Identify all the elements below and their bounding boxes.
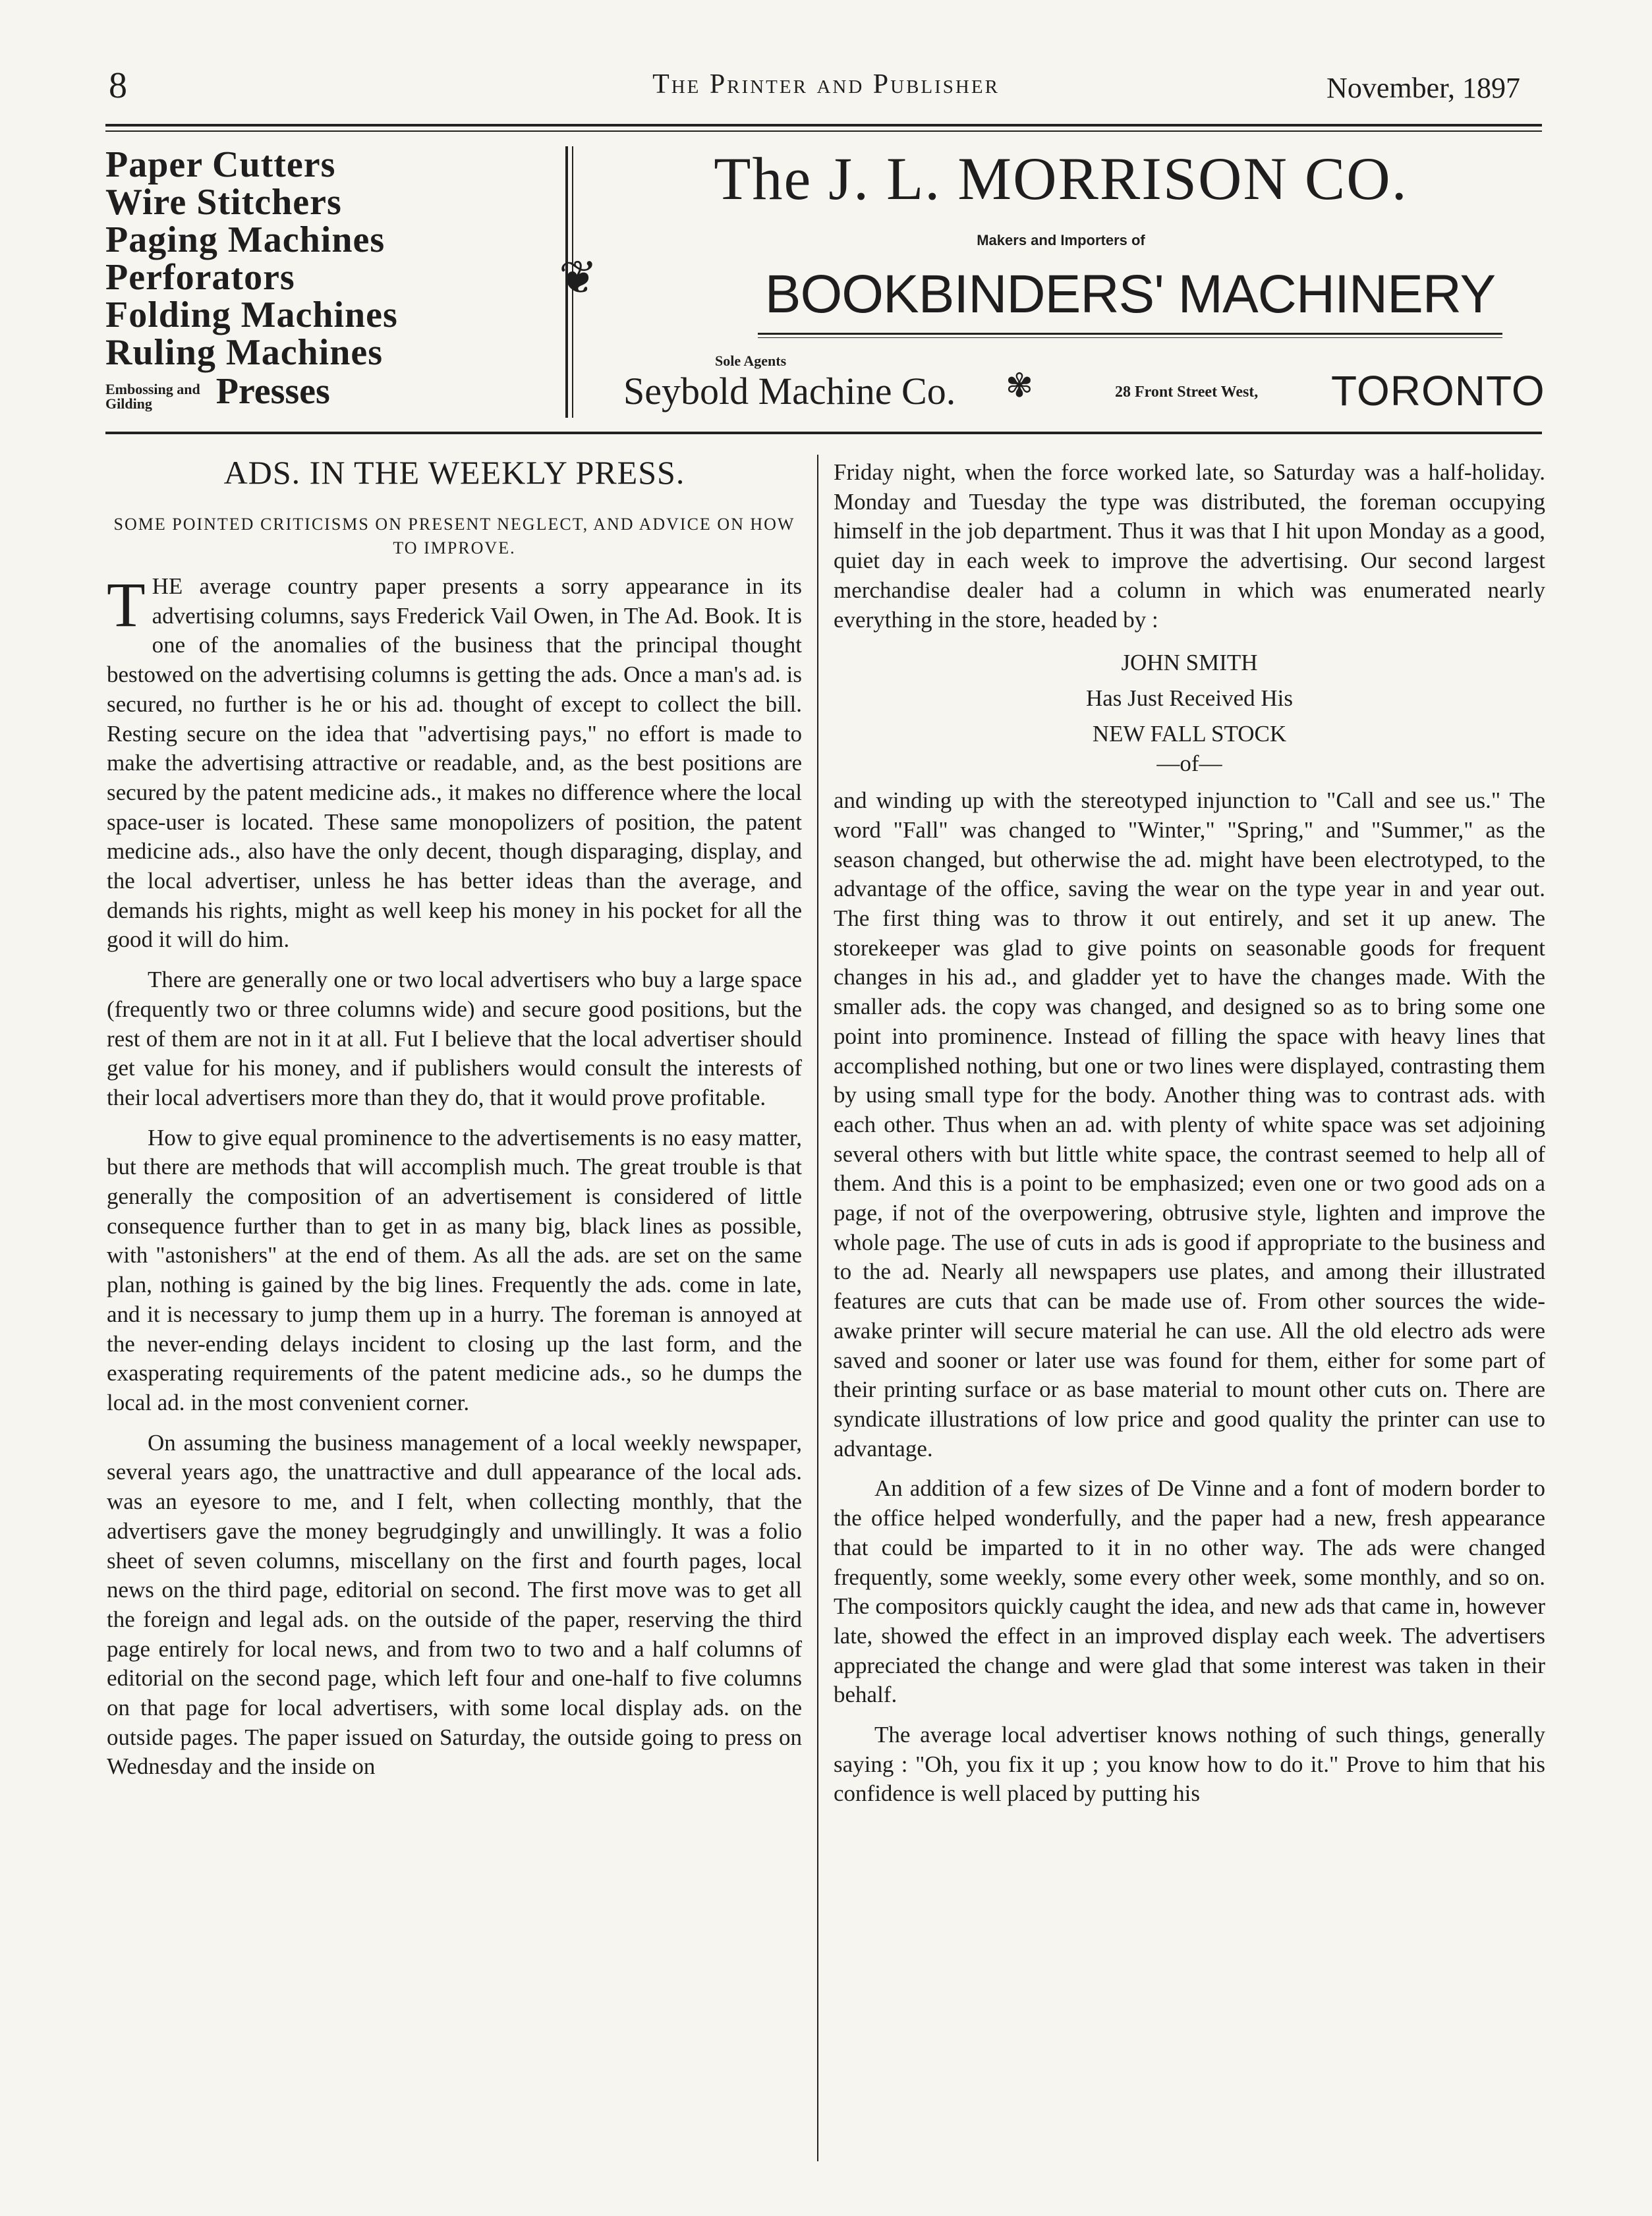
company-city: TORONTO	[1331, 367, 1545, 414]
product-item: Folding Machines	[105, 295, 398, 335]
paragraph: An addition of a few sizes of De Vinne and a font of modern border to the office helped wonderfully, and the paper had a new, fresh appearance that could be imparted to it in no other way. The ads were changed frequently, some weekly, some every other week, some monthly, and so on. The compositors quickly caught the idea, and new ads that came in, however late, showed the effect in an improved display each week. The advertisers appreciated the change and were glad that some interest was taken in their behalf.	[834, 1475, 1545, 1708]
ad-inner-rule	[758, 333, 1502, 335]
product-item: Ruling Machines	[105, 332, 384, 373]
paragraph: Friday night, when the force worked late, so Saturday was a half-holiday. Monday and Tuesday the type was distributed, the foreman occupying himself in the job department. Thus it was that I hit upon Monday as a good, quiet day in each week to improve the advertising. Our second largest merchandise dealer had a column in which was enumerated nearly everything in the store, headed by :	[834, 459, 1545, 633]
presses-label: Presses	[215, 371, 330, 412]
paragraph-text: HE average country paper presents a sorry appearance in its advertising columns, says Frederick Vail Owen, in The Ad. Book. It is one of the anomalies of the business that the principal thought bestowed on the advertising columns is getting the ads. Once a man's ad. is secured, no further is he or his ad. thought of except to collect the bill. Resting secure on the idea that "advertising pays," no effort is made to make the advertising attractive or readable, and, as the best positions are secured by the patent medicine ads., it makes no difference where the local space-user is located. These same monopolizers of position, the patent medicine ads., also have the only decent, though disparaging, display, and the local advertiser, unless he has better ideas than the average, and demands his rights, might as well keep his money in his pocket for all the good it will do him.	[107, 573, 802, 953]
paragraph: How to give equal prominence to the advertisements is no easy matter, but there are methods that will accomplish much. The great trouble is that generally the composition of an advertisement is considered of little consequence further than to get in as many big, black lines as possible, with "astonishers" at the end of them. As all the ads. are set on the same plan, nothing is gained by the big lines. Frequently the ads. come in late, and it is necessary to jump them up in a hurry. The foreman is annoyed at the never-ending delays incident to closing up the last form, and the exasperating requirements of the patent medicine ads., so he dumps the local ad. in the most convenient corner.	[107, 1124, 802, 1415]
sample-ad-line: —of—	[1156, 751, 1222, 777]
product-item: Paging Machines	[105, 219, 385, 260]
presses-prefix	[105, 382, 200, 411]
product-item: Wire Stitchers	[105, 182, 342, 223]
paragraph: On assuming the business management of a local weekly newspaper, several years ago, the unattractive and dull appearance of the local ads. was an eyesore to me, and I felt, when collecting monthly, that the advertisers gave the money begrudgingly and unwillingly. It was a folio sheet of seven columns, miscellany on the first and fourth pages, local news on the third page, editorial on second. The first move was to get all the foreign and legal ads. on the outside of the paper, reserving the third page entirely for local news, and from two to two and a half columns of editorial on the second page, which left four and one-half to five columns on that page for local advertisers, with some local display ads. on the outside pages. The paper issued on Saturday, the outside going to press on Wednesday and the inside on	[107, 1429, 802, 1780]
presses-line	[105, 372, 554, 411]
ad-bottom-rule	[105, 432, 1542, 434]
ad-inner-rule	[758, 337, 1502, 338]
paragraph: and winding up with the stereotyped injunction to "Call and see us." The word "Fall" was changed to "Winter," "Spring," and "Summer," as the season changed, but otherwise the ad. might have been electrotyped, to the advantage of the office, saving the wear on the type year in and year out. The first thing was to throw it out entirely, and set it up anew. The storekeeper was glad to give points on seasonable goods for frequent changes in his ad., and gladder yet to have the changes made. With the smaller ads. the copy was changed, and designed so as to bring some one point into prominence. Instead of filling the space with heavy lines that accomplished nothing, but one or two lines were displayed, contrasting them by using small type for the body. Another thing was to contrast ads. with each other. Thus when an ad. with plenty of white space was set adjoining several others with but little white space, the contrast seemed to help all of them. And this is a point to be emphasized; even one or two good ads on a page, if not of the overpowering, obtrusive style, lighten and improve the whole page. The use of cuts in ads is good if appropriate to the business and to the ad. Nearly all newspapers use plates, and among their illustrated features are cuts that can be made use of. From other sources the wide-awake printer will secure material he can use. All the old electro ads were saved and sooner or later use was found for them, either for some part of their printing surface or as base material to mount other cuts on. There are syndicate illustrations of low price and good quality the printer can use to advantage.	[834, 787, 1545, 1462]
sample-ad-line: NEW FALL STOCK	[1092, 721, 1287, 747]
presses-prefix-line: Gilding	[105, 395, 152, 412]
paragraph: The average local advertiser knows nothing of such things, generally saying : "Oh, you fix it up ; you know how to do it." Prove to him that his confidence is well placed by putting his	[834, 1722, 1545, 1807]
company-tagline: Makers and Importers of	[977, 232, 1145, 248]
sole-agents-label: Sole Agents	[715, 353, 787, 369]
presses-prefix-line: Embossing and	[105, 381, 200, 397]
product-list	[105, 146, 554, 411]
header-rule-bottom	[105, 130, 1542, 132]
company-specialty: BOOKBINDERS' MACHINERY	[764, 264, 1496, 324]
publication-title: The Printer and Publisher	[652, 69, 1000, 99]
article-headline: ADS. IN THE WEEKLY PRESS.	[223, 454, 685, 491]
left-column	[107, 569, 802, 1782]
issue-date: November, 1897	[1326, 72, 1520, 104]
product-item: Perforators	[105, 257, 295, 298]
sample-ad-line: Has Just Received His	[1086, 685, 1293, 712]
right-column	[834, 458, 1545, 1809]
paragraph	[107, 569, 802, 955]
header-rule-top	[105, 124, 1542, 127]
paragraph: There are generally one or two local advertisers who buy a large space (frequently two or three columns wide) and secure good positions, but the rest of them are not in it at all. Fut I believe that the local advertiser should get value for his money, and if publishers would consult the interests of their local advertisers more than they do, that it would prove profitable.	[107, 967, 802, 1110]
flower-ornament-icon: ✾	[1006, 367, 1033, 404]
sample-ad	[834, 645, 1545, 776]
article-subheadline: SOME POINTED CRITICISMS ON PRESENT NEGLECT, AND ADVICE ON HOW TO IMPROVE.	[113, 515, 795, 557]
ornament-icon: ❦	[559, 253, 598, 304]
drop-cap: T	[107, 569, 146, 640]
company-name: The J. L. MORRISON CO.	[714, 145, 1408, 212]
product-item: Paper Cutters	[105, 144, 336, 185]
column-divider	[817, 455, 818, 2161]
page-number: 8	[109, 65, 127, 106]
sample-ad-line: JOHN SMITH	[1121, 650, 1258, 676]
sole-agents-name: Seybold Machine Co.	[623, 370, 956, 412]
company-address: 28 Front Street West,	[1115, 384, 1259, 401]
